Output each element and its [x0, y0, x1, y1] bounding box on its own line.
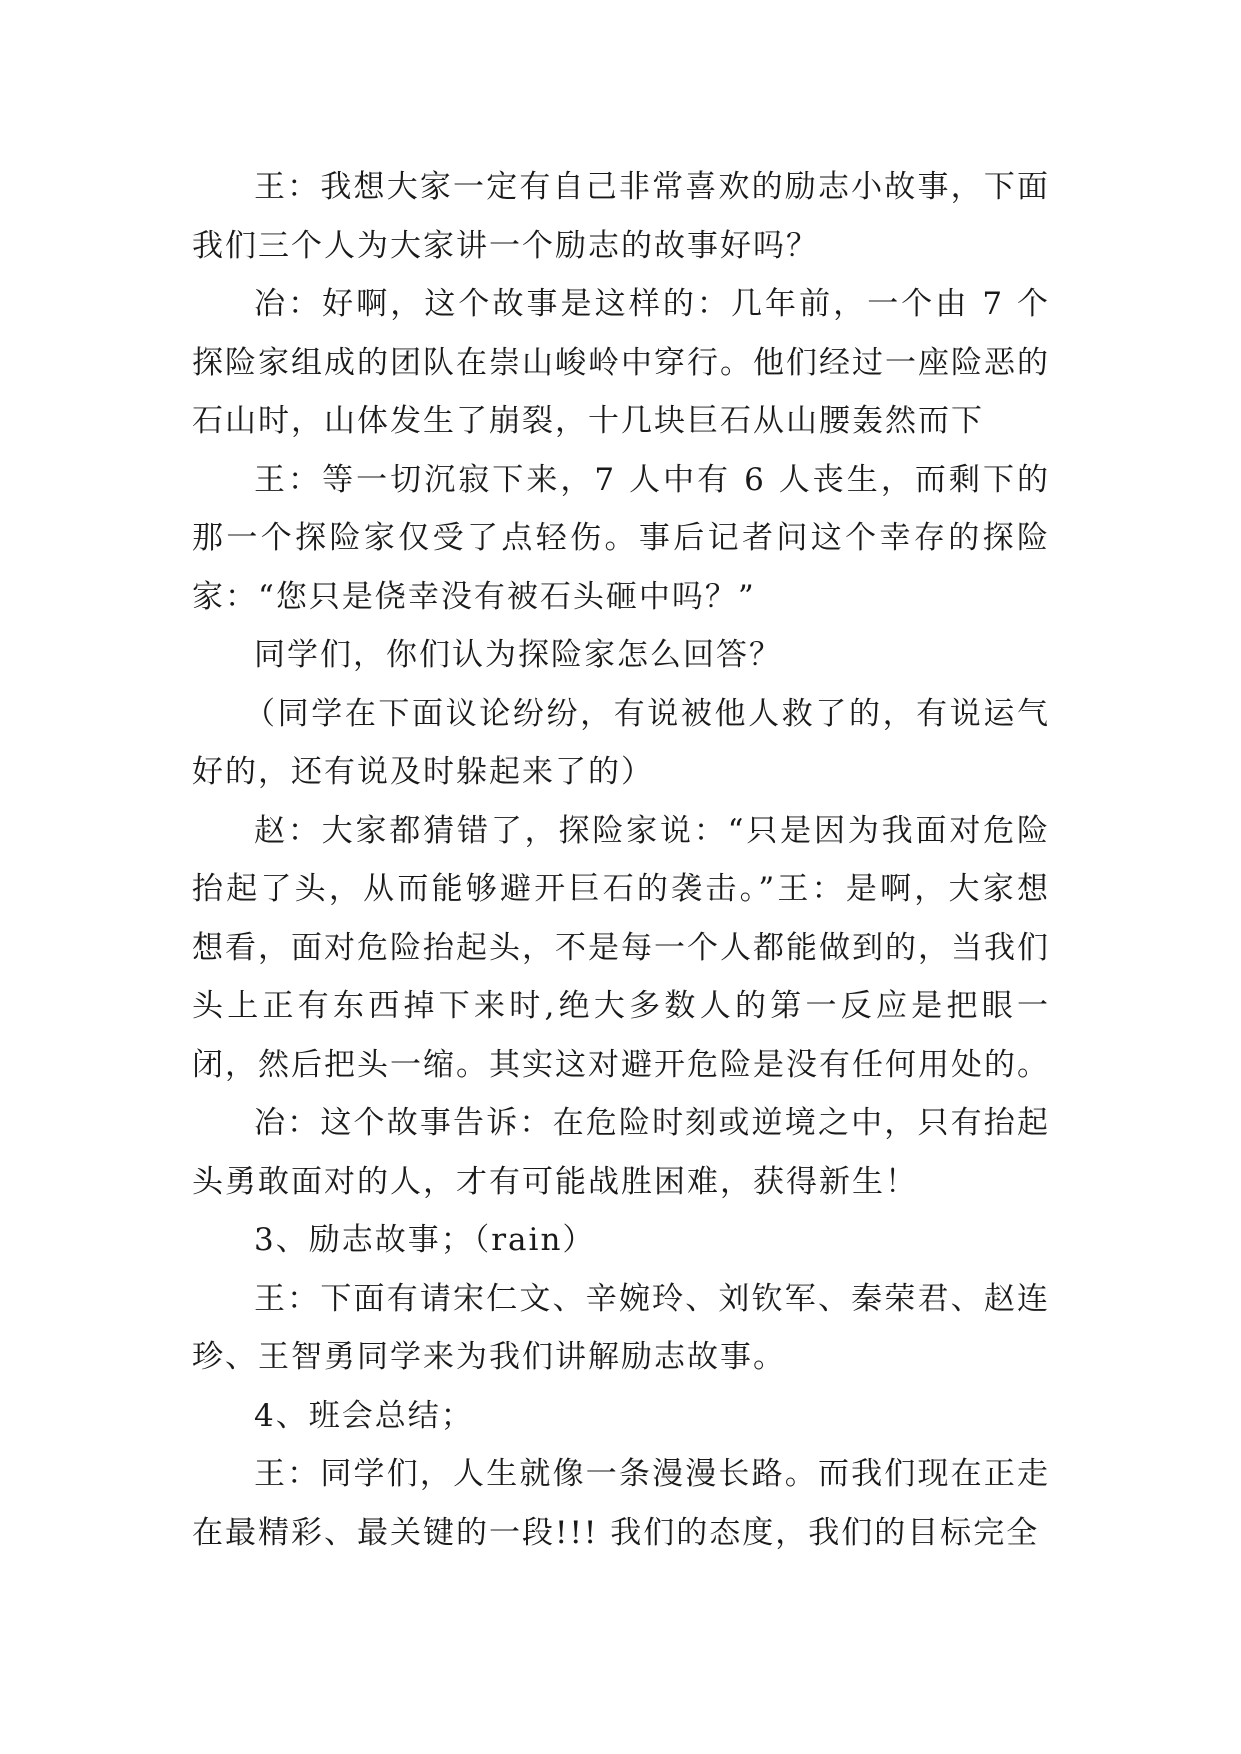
paragraph-wang-invite: 王：下面有请宋仁文、辛婉玲、刘钦军、秦荣君、赵连珍、王智勇同学来为我们讲解励志故事。: [192, 1280, 1050, 1375]
paragraph-wang-intro: 王：我想大家一定有自己非常喜欢的励志小故事，下面我们三个人为大家讲一个励志的故事好吗？: [192, 169, 1050, 264]
section-heading-3: 3、励志故事；（rain）: [254, 1222, 596, 1258]
paragraph-ye-story-start: 冶：好啊，这个故事是这样的：几年前，一个由 7 个探险家组成的团队在崇山峻岭中穿行。他们经过一座险恶的石山时，山体发生了崩裂，十几块巨石从山腰轰然而下: [192, 286, 1050, 439]
paragraph-question: 同学们，你们认为探险家怎么回答？: [254, 637, 782, 673]
paragraph-ye-moral: 冶：这个故事告诉：在危险时刻或逆境之中，只有抬起头勇敢面对的人，才有可能战胜困难，获得新生！: [192, 1105, 1050, 1200]
section-heading-4: 4、班会总结；: [254, 1397, 474, 1434]
paragraph-discussion-note: （同学在下面议论纷纷，有说被他人救了的，有说运气好的，还有说及时躲起来了的）: [192, 695, 1050, 790]
paragraph-zhao-answer: 赵：大家都猜错了，探险家说：“只是因为我面对危险抬起了头，从而能够避开巨石的袭击。”王：是啊，大家想想看，面对危险抬起头，不是每一个人都能做到的，当我们头上正有东西掉下来时,绝大多数人的第一反应是把眼一闭，然后把头一缩。其实这对避开危险是没有任何用处的。: [192, 812, 1050, 1083]
paragraph-wang-summary: 王：同学们，人生就像一条漫漫长路。而我们现在正走在最精彩、最关键的一段!!! 我们的态度，我们的目标完全: [192, 1456, 1050, 1551]
paragraph-wang-aftermath: 王：等一切沉寂下来，7 人中有 6 人丧生，而剩下的那一个探险家仅受了点轻伤。事后记者问这个幸存的探险家：“您只是侥幸没有被石头砸中吗？”: [192, 461, 1050, 615]
document-body: [192, 158, 1050, 1562]
